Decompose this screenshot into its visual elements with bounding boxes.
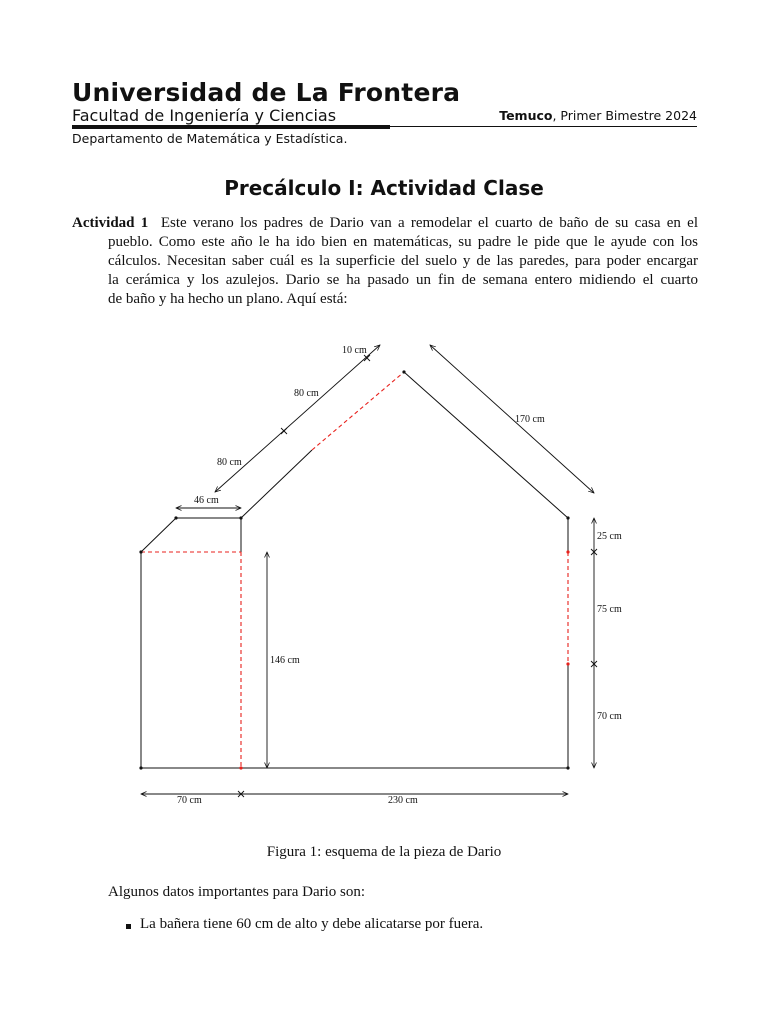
label-10cm: 10 cm bbox=[342, 345, 367, 356]
floor-plan-figure bbox=[0, 320, 768, 820]
location-term bbox=[499, 108, 697, 123]
vertex-dot bbox=[174, 516, 177, 519]
header-rule-thin bbox=[390, 126, 697, 127]
activity-label: Actividad 1 bbox=[72, 215, 149, 231]
activity-line: de baño y ha hecho un plano. Aquí está: bbox=[108, 291, 348, 307]
label-70cm-bottom: 70 cm bbox=[177, 795, 202, 806]
label-46cm: 46 cm bbox=[194, 495, 219, 506]
label-146cm: 146 cm bbox=[270, 655, 300, 666]
university-title: Universidad de La Frontera bbox=[72, 78, 461, 107]
intro-text: Algunos datos importantes para Dario son: bbox=[108, 884, 366, 900]
header-rule-thick bbox=[72, 125, 390, 129]
activity-line: pueblo. Como este año le ha ido bien en matemáticas, su padre le pide que le ayude con los bbox=[108, 234, 698, 250]
dashed-roof-segment bbox=[312, 372, 404, 450]
bullet-square-icon bbox=[126, 924, 131, 929]
vertex-dot bbox=[139, 766, 142, 769]
activity-paragraph bbox=[72, 214, 698, 309]
label-70cm-right: 70 cm bbox=[597, 711, 622, 722]
outline-roof-left bbox=[241, 450, 312, 518]
activity-text: Este verano los padres de Dario van a remodelar el cuarto de baño de su casa en el bbox=[160, 215, 699, 231]
activity-line bbox=[72, 214, 698, 233]
label-80cm-upper: 80 cm bbox=[294, 388, 319, 399]
vertex-dot bbox=[139, 550, 142, 553]
label-25cm: 25 cm bbox=[597, 531, 622, 542]
vertex-dot bbox=[566, 766, 569, 769]
faculty-name: Facultad de Ingeniería y Ciencias bbox=[72, 106, 337, 125]
label-230cm: 230 cm bbox=[388, 795, 418, 806]
city: Temuco bbox=[499, 108, 553, 123]
activity-line: la cerámica y los azulejos. Dario se ha pasado un fin de semana entero midiendo el cuarto bbox=[108, 272, 698, 288]
vertex-dot-red bbox=[239, 766, 242, 769]
page-title: Precálculo I: Actividad Clase bbox=[224, 176, 544, 200]
activity-line: cálculos. Necesitan saber cuál es la superficie del suelo y de las paredes, para poder encargar bbox=[108, 253, 698, 269]
vertex-dot-red bbox=[566, 662, 569, 665]
outline-roof-right bbox=[404, 372, 568, 518]
term: , Primer Bimestre 2024 bbox=[552, 108, 697, 123]
dim-roof-left bbox=[215, 345, 380, 492]
label-80cm-lower: 80 cm bbox=[217, 457, 242, 468]
label-170cm: 170 cm bbox=[515, 414, 545, 425]
label-75cm: 75 cm bbox=[597, 604, 622, 615]
vertex-dot bbox=[239, 516, 242, 519]
vertex-dot bbox=[402, 370, 405, 373]
vertex-dot-red bbox=[566, 550, 569, 553]
department-name: Departamento de Matemática y Estadística. bbox=[72, 131, 348, 146]
vertex-dot bbox=[566, 516, 569, 519]
dim-roof-right bbox=[430, 345, 594, 493]
list-item-text: La bañera tiene 60 cm de alto y debe alicatarse por fuera. bbox=[140, 916, 484, 932]
outline-left-slope bbox=[141, 518, 176, 552]
figure-caption: Figura 1: esquema de la pieza de Dario bbox=[266, 844, 502, 860]
